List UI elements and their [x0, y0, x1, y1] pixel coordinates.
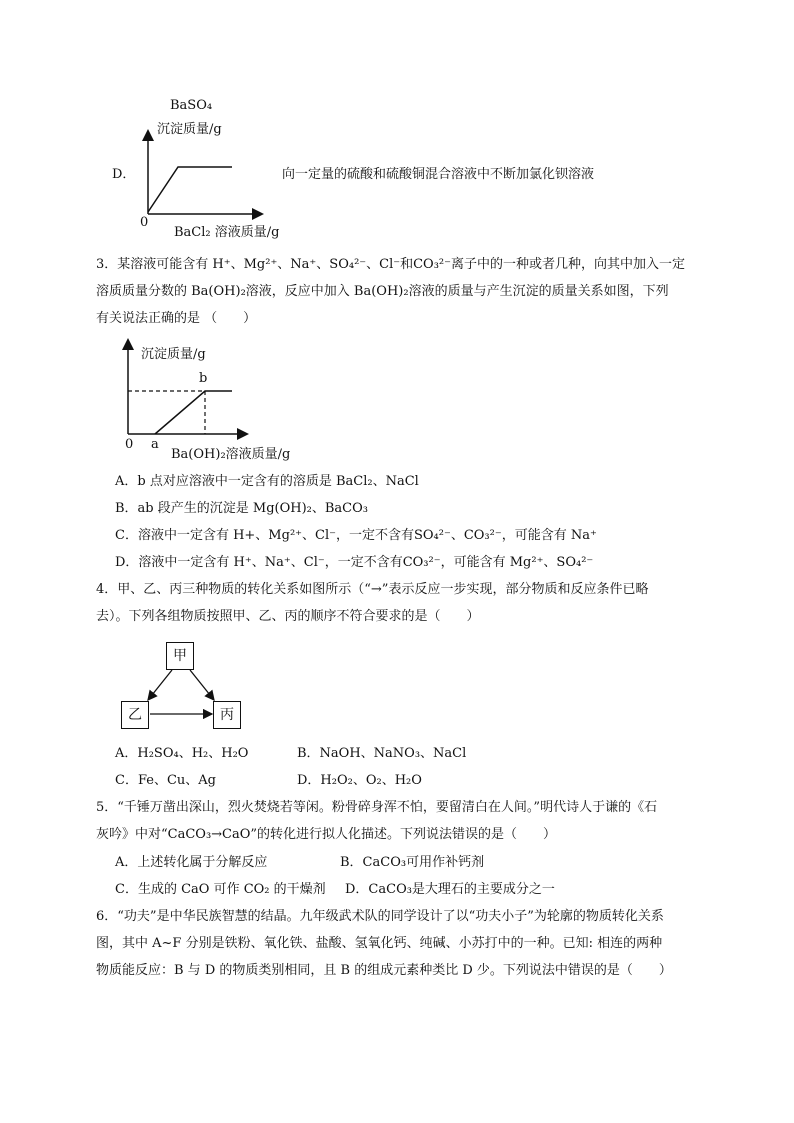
q3-graph-x-label: Ba(OH)₂溶液质量/g [171, 447, 291, 462]
q4-option-c: C．Fe、Cu、Ag [115, 773, 216, 788]
q5-stem-line-2: 灰吟》中对“CaCO₃→CaO”的转化进行拟人化描述。下列说法错误的是（ ） [96, 827, 557, 842]
graph-d-y-label: 沉淀质量/g [157, 122, 222, 137]
q5-option-a: A．上述转化属于分解反应 [115, 855, 268, 870]
q6-stem-line-1: 6．“功夫”是中华民族智慧的结晶。九年级武术队的同学设计了以“功夫小子”为轮廓的物质转化关系 [96, 909, 664, 924]
q3-graph-y-label: 沉淀质量/g [141, 347, 206, 362]
q6-stem-line-3: 物质能反应：B 与 D 的物质类别相同，且 B 的组成元素种类比 D 少。下列说法中错误的是（ ） [96, 963, 672, 978]
q4-arrow-jia-to-yi [148, 670, 172, 700]
q3-stem-line-2: 溶质质量分数的 Ba(OH)₂溶液，反应中加入 Ba(OH)₂溶液的质量与产生沉淀的质量关系如图，下列 [96, 284, 669, 299]
q3-option-b: B．ab 段产生的沉淀是 Mg(OH)₂、BaCO₃ [115, 501, 368, 516]
q3-graph-point-b: b [199, 371, 208, 386]
graph-d-description: 向一定量的硫酸和硫酸铜混合溶液中不断加氯化钡溶液 [282, 167, 595, 182]
q4-stem-line-2: 去）。下列各组物质按照甲、乙、丙的顺序不符合要求的是（ ） [96, 609, 480, 624]
graph-d-top-label: BaSO₄ [170, 98, 213, 113]
q5-option-d: D．CaCO₃是大理石的主要成分之一 [345, 882, 555, 897]
q4-box-jia: 甲 [166, 642, 194, 670]
q4-arrow-jia-to-bing [190, 670, 214, 700]
graph-d-x-label: BaCl₂ 溶液质量/g [174, 225, 280, 240]
q4-option-a: A．H₂SO₄、H₂、H₂O [115, 746, 249, 761]
q3-option-a: A．b 点对应溶液中一定含有的溶质是 BaCl₂、NaCl [115, 474, 419, 489]
q3-stem-line-1: 3．某溶液可能含有 H⁺、Mg²⁺、Na⁺、SO₄²⁻、Cl⁻和CO₃²⁻离子中的一种或者几种，向其中加入一定 [96, 257, 685, 272]
q5-option-c: C．生成的 CaO 可作 CO₂ 的干燥剂 [115, 882, 326, 897]
q3-stem-line-3: 有关说法正确的是 （ ） [96, 311, 257, 326]
q4-box-bing: 丙 [213, 701, 241, 729]
q4-box-yi: 乙 [121, 701, 149, 729]
q4-option-b: B．NaOH、NaNO₃、NaCl [297, 746, 467, 761]
q3-graph-origin: 0 [125, 437, 134, 452]
q5-option-b: B．CaCO₃可用作补钙剂 [340, 855, 485, 870]
q4-option-d: D．H₂O₂、O₂、H₂O [297, 773, 422, 788]
q3-graph-point-a: a [151, 437, 159, 452]
graph-d-origin: 0 [140, 215, 149, 230]
graph-d-option-letter: D． [112, 167, 136, 182]
q6-stem-line-2: 图，其中 A~F 分别是铁粉、氧化铁、盐酸、氢氧化钙、纯碱、小苏打中的一种。已知: 相连的两种 [96, 936, 663, 951]
q3-option-c: C．溶液中一定含有 H+、Mg²⁺、Cl⁻，一定不含有SO₄²⁻、CO₃²⁻，可能含有 Na⁺ [115, 528, 597, 543]
q3-option-d: D．溶液中一定含有 H⁺、Na⁺、Cl⁻，一定不含有CO₃²⁻，可能含有 Mg²⁺、SO₄²⁻ [115, 555, 594, 570]
q5-stem-line-1: 5．“千锤万凿出深山，烈火焚烧若等闲。粉骨碎身浑不怕，要留清白在人间。”明代诗人于谦的《石 [96, 800, 658, 815]
q4-stem-line-1: 4．甲、乙、丙三种物质的转化关系如图所示（“→”表示反应一步实现，部分物质和反应条件已略 [96, 582, 649, 597]
